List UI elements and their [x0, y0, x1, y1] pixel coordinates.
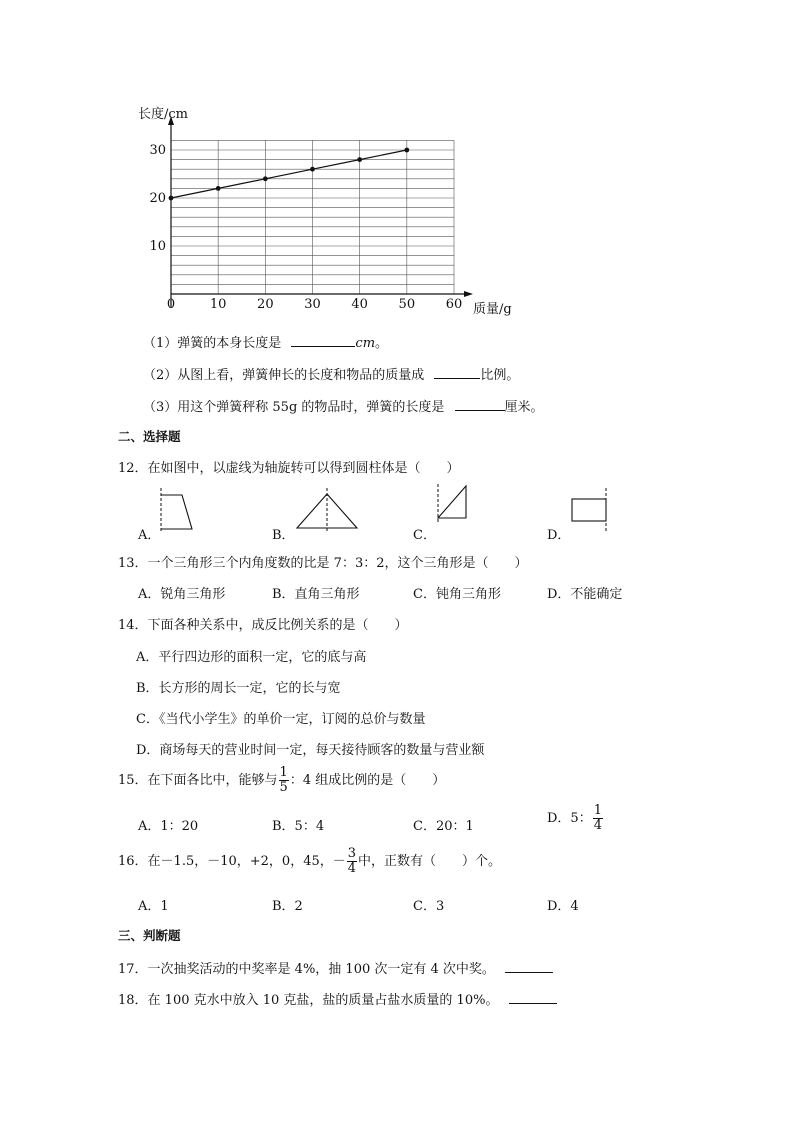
x-axis-arrow — [464, 291, 473, 297]
fraction: $\frac{3}{4}$ — [347, 846, 357, 876]
data-series — [169, 148, 410, 201]
q16-option-b[interactable]: B．2 — [272, 899, 303, 914]
fraction: $\frac{1}{5}$ — [279, 765, 288, 795]
right-triangle-figure-c — [434, 482, 470, 524]
section-heading-choice: 二、选择题 — [118, 429, 181, 444]
answer-blank[interactable] — [509, 991, 557, 1004]
q17: 17．一次抽奖活动的中奖率是 4%，抽 100 次一定有 4 次中奖。 — [118, 958, 553, 977]
series-line — [171, 150, 407, 198]
q13-option-a[interactable]: A．锐角三角形 — [138, 587, 226, 602]
x-tick-label: 0 — [166, 297, 176, 312]
q18: 18．在 100 克水中放入 10 克盐，盐的质量占盐水质量的 10%。 — [118, 989, 557, 1008]
q14-option-b[interactable]: B．长方形的周长一定，它的长与宽 — [136, 681, 341, 696]
q12-option-b[interactable]: B． — [272, 528, 295, 543]
chart-grid — [171, 140, 454, 294]
triangle-figure-b — [294, 486, 360, 534]
data-point — [263, 176, 268, 181]
y-axis-label: 长度/cm — [138, 107, 188, 122]
q15-option-a[interactable]: A．1：20 — [138, 819, 199, 834]
q15-option-c[interactable]: C．20：1 — [413, 819, 474, 834]
x-tick-labels — [167, 297, 462, 312]
data-point — [169, 196, 174, 201]
q12-option-c[interactable]: C． — [413, 528, 436, 543]
answer-blank[interactable] — [434, 366, 480, 379]
spring-length-chart — [130, 98, 550, 323]
q11-part3: （3）用这个弹簧秤称 55g 的物品时，弹簧的长度是 厘米。 — [143, 400, 544, 415]
y-tick-label: 30 — [149, 143, 166, 158]
q13-option-c[interactable]: C．钝角三角形 — [413, 587, 501, 602]
q13-option-d[interactable]: D．不能确定 — [547, 587, 623, 602]
q11-part2: （2）从图上看，弹簧伸长的长度和物品的质量成 比例。 — [143, 368, 520, 383]
fraction: $\frac{1}{4}$ — [593, 803, 602, 833]
data-point — [357, 157, 362, 162]
y-tick-label: 20 — [149, 191, 166, 206]
x-tick-label: 40 — [351, 297, 368, 312]
q16-option-a[interactable]: A．1 — [138, 899, 169, 914]
q15-option-d[interactable]: D．5： $\frac{1}{4}$ — [547, 803, 602, 833]
y-tick-label: 10 — [149, 239, 166, 254]
q14-option-a[interactable]: A．平行四边形的面积一定，它的底与高 — [136, 650, 367, 665]
x-tick-label: 50 — [398, 297, 416, 312]
q16-stem: 16．在－1.5，－10，+2，0，45，－ $\frac{3}{4}$ 中，正数有（ ）个。 — [118, 846, 502, 876]
q16-option-c[interactable]: C．3 — [413, 899, 445, 914]
q13-option-b[interactable]: B．直角三角形 — [272, 587, 360, 602]
x-axis-label: 质量/g — [473, 302, 512, 317]
q12-option-d[interactable]: D． — [547, 528, 571, 543]
q15-stem: 15．在下面各比中，能够与 $\frac{1}{5}$ ：4 组成比例的是（ ） — [118, 765, 446, 795]
trapezoid-figure-a — [158, 486, 198, 534]
q14-option-d[interactable]: D．商场每天的营业时间一定，每天接待顾客的数量与营业额 — [136, 743, 485, 758]
data-point — [310, 167, 315, 172]
chart-axes — [168, 116, 473, 308]
rectangle-figure-d — [566, 486, 614, 534]
data-point — [216, 186, 221, 191]
q12-option-a[interactable]: A． — [138, 528, 161, 543]
x-tick-label: 10 — [209, 297, 227, 312]
x-tick-label: 60 — [445, 297, 463, 312]
q14-option-c[interactable]: C．《当代小学生》的单价一定，订阅的总价与数量 — [136, 712, 426, 727]
q14-stem: 14．下面各种关系中，成反比例关系的是（ ） — [118, 618, 408, 633]
q11-part1: （1）弹簧的本身长度是 cm。 — [143, 336, 389, 351]
data-point — [404, 148, 409, 153]
answer-blank[interactable] — [455, 398, 505, 411]
q15-option-b[interactable]: B．5：4 — [272, 819, 325, 834]
answer-blank[interactable] — [291, 334, 355, 347]
answer-blank[interactable] — [505, 960, 553, 973]
q16-option-d[interactable]: D．4 — [547, 899, 579, 914]
x-tick-label: 30 — [304, 297, 321, 312]
q13-stem: 13．一个三角形三个内角度数的比是 7：3：2，这个三角形是（ ） — [118, 556, 528, 571]
section-heading-judgement: 三、判断题 — [118, 928, 181, 943]
q12-stem: 12．在如图中，以虚线为轴旋转可以得到圆柱体是（ ） — [118, 461, 460, 476]
x-tick-label: 20 — [257, 297, 274, 312]
y-tick-labels — [149, 143, 166, 254]
